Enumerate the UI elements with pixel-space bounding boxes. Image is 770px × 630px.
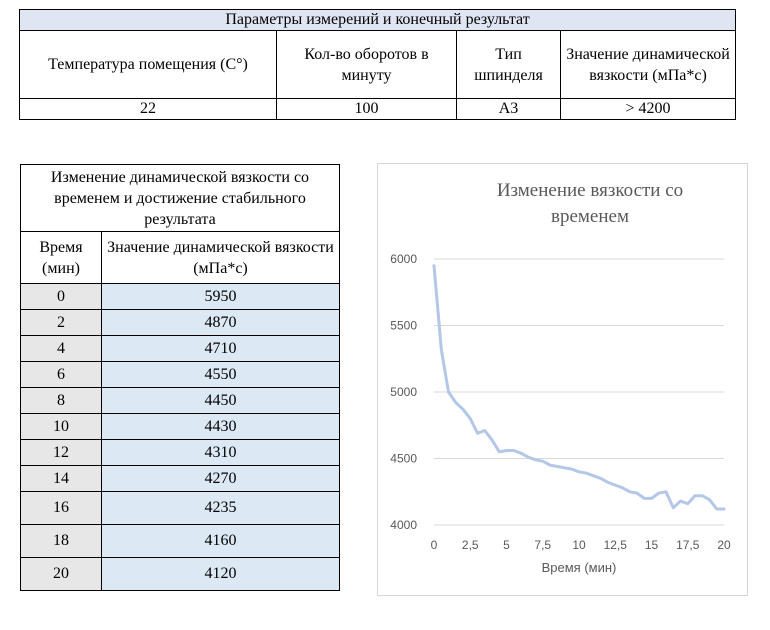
header-spindle-type: Тип шпинделя — [457, 31, 561, 99]
table-row — [21, 558, 340, 591]
table-row — [21, 362, 340, 388]
table-row — [21, 414, 340, 440]
time-cell: 8 — [21, 388, 102, 414]
table-row — [21, 525, 340, 558]
time-cell: 6 — [21, 362, 102, 388]
table-row — [21, 440, 340, 466]
viscosity-cell: 4120 — [102, 558, 340, 591]
table-row — [21, 492, 340, 525]
x-tick-label: 20 — [717, 538, 731, 552]
table-row — [21, 284, 340, 310]
value-viscosity: > 4200 — [561, 99, 736, 120]
viscosity-time-table-title: Изменение динамической вязкости со временем и достижение стабильного результата — [21, 165, 340, 232]
viscosity-cell: 4550 — [102, 362, 340, 388]
table-row — [21, 310, 340, 336]
x-tick-label: 2,5 — [461, 538, 479, 552]
time-cell: 16 — [21, 492, 102, 525]
y-tick-label: 5000 — [390, 385, 417, 399]
header-dynamic-viscosity: Значение динамической вязкости (мПа*с) — [102, 232, 340, 284]
header-rpm: Кол-во оборотов в минуту — [277, 31, 457, 99]
value-room-temperature: 22 — [20, 99, 277, 120]
x-tick-label: 7,5 — [534, 538, 552, 552]
x-axis-label: Время (мин) — [541, 560, 617, 575]
viscosity-cell: 4160 — [102, 525, 340, 558]
table-row — [21, 336, 340, 362]
x-tick-label: 12,5 — [603, 538, 627, 552]
parameters-table-title: Параметры измерений и конечный результат — [20, 10, 736, 31]
chart-title: временем — [551, 206, 629, 227]
header-room-temperature: Температура помещения (C°) — [20, 31, 277, 99]
header-viscosity-value: Значение динамической вязкости (мПа*с) — [561, 31, 736, 99]
time-cell: 12 — [21, 440, 102, 466]
viscosity-cell: 4235 — [102, 492, 340, 525]
y-tick-label: 5500 — [390, 318, 417, 333]
viscosity-cell: 4310 — [102, 440, 340, 466]
value-spindle-type: А3 — [457, 99, 561, 120]
time-cell: 0 — [21, 284, 102, 310]
viscosity-cell: 5950 — [102, 284, 340, 310]
time-cell: 20 — [21, 558, 102, 591]
x-tick-label: 10 — [572, 538, 586, 552]
time-cell: 14 — [21, 466, 102, 492]
viscosity-cell: 4710 — [102, 336, 340, 362]
time-cell: 18 — [21, 525, 102, 558]
chart-canvas — [378, 164, 747, 595]
x-tick-label: 15 — [644, 538, 659, 552]
viscosity-cell: 4430 — [102, 414, 340, 440]
viscosity-cell: 4870 — [102, 310, 340, 336]
series-line — [434, 266, 724, 509]
header-time: Время (мин) — [21, 232, 102, 284]
time-cell: 2 — [21, 310, 102, 336]
x-tick-label: 5 — [503, 538, 510, 552]
time-cell: 10 — [21, 414, 102, 440]
viscosity-time-table — [20, 164, 340, 591]
viscosity-cell: 4270 — [102, 466, 340, 492]
x-tick-label: 17,5 — [676, 538, 700, 552]
value-rpm: 100 — [277, 99, 457, 120]
viscosity-chart — [377, 163, 748, 596]
chart-title: Изменение вязкости со — [496, 180, 684, 201]
table-row — [21, 388, 340, 414]
y-tick-label: 4500 — [390, 451, 417, 466]
y-tick-label: 4000 — [390, 518, 417, 532]
y-tick-label: 6000 — [390, 252, 417, 266]
table-row — [21, 466, 340, 492]
time-cell: 4 — [21, 336, 102, 362]
x-tick-label: 0 — [430, 538, 438, 552]
parameters-table — [19, 9, 736, 120]
viscosity-cell: 4450 — [102, 388, 340, 414]
